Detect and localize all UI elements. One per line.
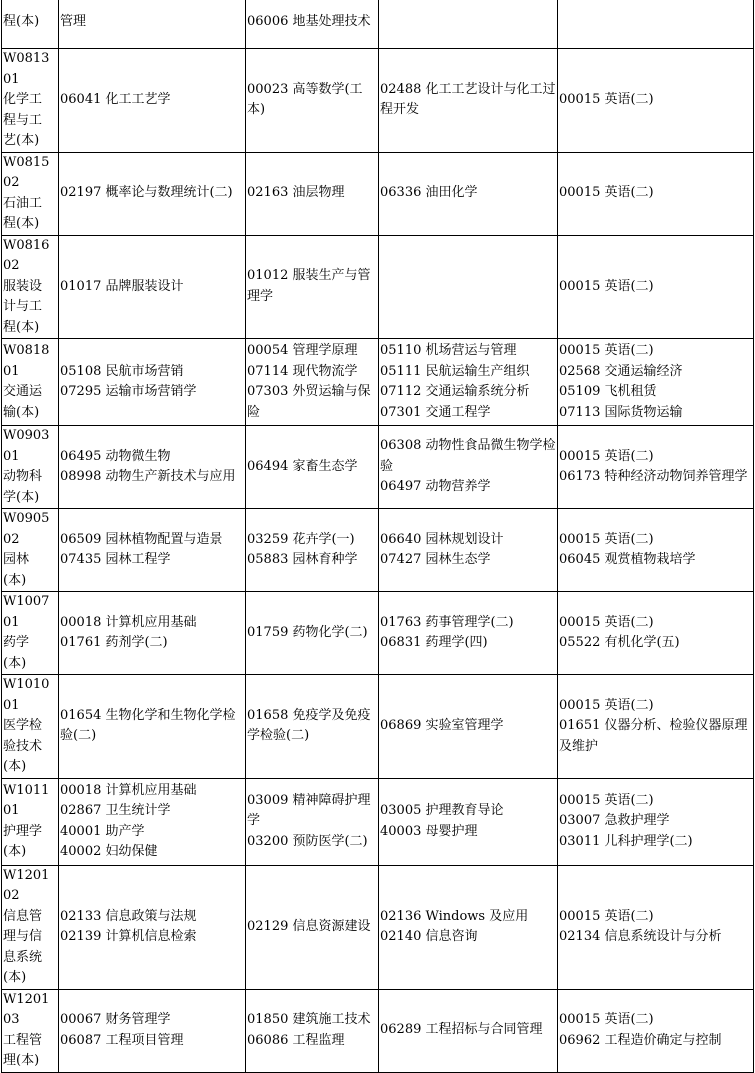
course-cell	[246, 865, 379, 989]
course-cell	[558, 778, 754, 865]
course-cell	[558, 989, 754, 1072]
table-row	[2, 152, 754, 235]
major-line: 石油工	[3, 195, 43, 211]
major-line: (本)	[3, 970, 27, 985]
course-cell	[59, 426, 246, 509]
major-line: W120103	[3, 991, 50, 1027]
course-cell	[59, 235, 246, 339]
course-entry: 40003 母婴护理	[380, 823, 478, 839]
course-entry: 07112 交通运输系统分析	[380, 384, 530, 399]
major-cell	[2, 509, 59, 592]
course-entry: 01012 服装生产与管理学	[247, 268, 371, 304]
major-line: W120102	[3, 867, 50, 903]
table-row	[2, 778, 754, 865]
course-schedule-table	[1, 0, 754, 1073]
course-entry: 00015 英语(二)	[559, 697, 654, 713]
course-cell	[246, 49, 379, 153]
major-cell	[2, 152, 59, 235]
course-cell	[558, 426, 754, 509]
course-entry: 01759 药物化学(二)	[247, 624, 368, 640]
major-line: 艺(本)	[3, 133, 40, 148]
course-entry: 02139 计算机信息检索	[60, 929, 197, 944]
table-row	[2, 235, 754, 339]
major-line: (本)	[3, 655, 27, 671]
course-entry: 02136 Windows 及应用	[380, 908, 529, 924]
course-cell	[379, 426, 558, 509]
course-entry: 06495 动物微生物	[60, 448, 171, 464]
course-entry: 06497 动物营养学	[380, 479, 491, 495]
course-cell	[558, 235, 754, 339]
course-entry: 06509 园林植物配置与造景	[60, 531, 223, 547]
major-line: W090502	[3, 511, 50, 547]
major-line: (本)	[3, 844, 27, 859]
course-entry: 02197 概率论与数理统计(二)	[60, 185, 233, 201]
course-entry: 07295 运输市场营销学	[60, 384, 197, 399]
course-entry: 08998 动物生产新技术与应用	[60, 469, 236, 484]
course-entry: 00015 英语(二)	[559, 792, 654, 808]
course-entry: 40002 妇幼保健	[60, 844, 158, 859]
course-entry: 01761 药剂学(二)	[60, 635, 168, 650]
major-line: 理与信	[3, 929, 43, 944]
table-row	[2, 426, 754, 509]
course-cell	[246, 426, 379, 509]
major-line: 药学	[3, 635, 30, 650]
course-cell	[246, 989, 379, 1072]
course-entry: 03011 儿科护理学(二)	[559, 833, 693, 849]
major-cell	[2, 778, 59, 865]
course-entry: 05109 飞机租赁	[559, 384, 657, 399]
course-entry: 07113 国际货物运输	[559, 404, 683, 420]
table-row	[2, 865, 754, 989]
course-cell	[379, 675, 558, 779]
course-cell	[558, 865, 754, 989]
course-entry: 07427 园林生态学	[380, 552, 491, 567]
table-row	[2, 509, 754, 592]
major-line: W090301	[3, 428, 50, 464]
course-cell	[246, 592, 379, 675]
course-entry: 02134 信息系统设计与分析	[559, 929, 722, 944]
major-line: 计与工	[3, 299, 43, 314]
course-cell	[246, 778, 379, 865]
course-entry: 02140 信息咨询	[380, 929, 478, 944]
course-entry: 00018 计算机应用基础	[60, 782, 197, 798]
course-entry: 02133 信息政策与法规	[60, 908, 197, 924]
major-line: 理(本)	[3, 1053, 40, 1068]
course-cell	[379, 592, 558, 675]
major-line: 医学检	[3, 718, 43, 733]
course-entry: 07301 交通工程学	[380, 404, 491, 420]
course-entry: 06640 园林规划设计	[380, 531, 504, 547]
course-entry: 05111 民航运输生产组织	[380, 363, 530, 379]
course-entry: 03200 预防医学(二)	[247, 833, 368, 849]
major-line: W100701	[3, 594, 50, 630]
course-cell	[59, 339, 246, 426]
course-cell	[379, 235, 558, 339]
course-entry: 00015 英语(二)	[559, 448, 654, 464]
course-entry: 00015 英语(二)	[559, 614, 654, 630]
table-row	[2, 0, 754, 49]
course-cell	[379, 339, 558, 426]
major-cell	[2, 339, 59, 426]
major-cell	[2, 426, 59, 509]
major-line: 程(本)	[3, 216, 40, 231]
course-entry: 01651 仪器分析、检验仪器原理及维护	[559, 718, 748, 754]
course-entry: 05108 民航市场营销	[60, 363, 184, 379]
course-cell	[558, 152, 754, 235]
major-line: 程(本)	[3, 14, 40, 30]
course-cell	[379, 989, 558, 1072]
course-entry: 00015 英语(二)	[559, 92, 654, 107]
major-line: 服装设	[3, 278, 43, 294]
course-entry: 00015 英语(二)	[559, 185, 654, 201]
course-entry: 06041 化工工艺学	[60, 92, 171, 107]
course-entry: 00067 财务管理学	[60, 1012, 171, 1027]
course-cell	[379, 778, 558, 865]
major-line: 输(本)	[3, 404, 40, 420]
major-line: W101001	[3, 677, 50, 713]
course-entry: 07303 外贸运输与保险	[247, 384, 371, 420]
course-entry: 00015 英语(二)	[559, 278, 654, 294]
course-entry: 06087 工程项目管理	[60, 1032, 184, 1048]
major-line: 工程管	[3, 1032, 43, 1048]
course-cell	[379, 0, 558, 49]
table-row	[2, 592, 754, 675]
major-line: 息系统	[3, 949, 43, 965]
course-entry: 03009 精神障碍护理学	[247, 792, 371, 829]
course-entry: 06869 实验室管理学	[380, 718, 504, 733]
course-entry: 00018 计算机应用基础	[60, 614, 197, 630]
course-entry: 00015 英语(二)	[559, 531, 654, 547]
course-entry: 06289 工程招标与合同管理	[380, 1022, 543, 1038]
course-cell	[59, 778, 246, 865]
course-entry: 03005 护理教育导论	[380, 803, 504, 818]
course-entry: 06045 观赏植物栽培学	[559, 552, 696, 567]
course-cell	[59, 49, 246, 153]
major-line: 动物科	[3, 469, 43, 484]
course-entry: 07114 现代物流学	[247, 363, 358, 379]
table-row	[2, 989, 754, 1072]
course-cell	[59, 592, 246, 675]
table-row	[2, 675, 754, 779]
course-entry: 02568 交通运输经济	[559, 363, 683, 379]
course-entry: 02867 卫生统计学	[60, 803, 171, 818]
course-cell	[59, 675, 246, 779]
course-cell	[246, 0, 379, 49]
major-line: W101101	[3, 782, 50, 818]
course-cell	[246, 509, 379, 592]
course-entry: 05883 园林育种学	[247, 552, 358, 567]
course-entry: 03007 急救护理学	[559, 813, 670, 829]
major-line: 程与工	[3, 112, 43, 128]
course-entry: 07435 园林工程学	[60, 552, 171, 567]
course-entry: 06962 工程造价确定与控制	[559, 1032, 722, 1048]
course-cell	[59, 152, 246, 235]
major-cell	[2, 235, 59, 339]
major-line: (本)	[3, 759, 27, 774]
course-cell	[59, 865, 246, 989]
table-row	[2, 49, 754, 153]
course-cell	[379, 865, 558, 989]
course-entry: 06308 动物性食品微生物学检验	[380, 438, 556, 474]
major-line: W081602	[3, 237, 50, 273]
course-entry: 06173 特种经济动物饲养管理学	[559, 469, 748, 484]
major-line: W081801	[3, 343, 50, 379]
major-cell	[2, 865, 59, 989]
major-cell	[2, 592, 59, 675]
course-entry: 02129 信息资源建设	[247, 918, 371, 934]
course-entry: 00023 高等数学(工本)	[247, 81, 363, 118]
course-cell	[59, 0, 246, 49]
course-cell	[246, 339, 379, 426]
course-entry: 06006 地基处理技术	[247, 14, 371, 30]
major-line: 验技术	[3, 738, 43, 754]
major-line: 园林	[3, 552, 30, 567]
course-entry: 00015 英语(二)	[559, 908, 654, 924]
course-cell	[246, 152, 379, 235]
course-cell	[558, 49, 754, 153]
course-entry: 02163 油层物理	[247, 185, 345, 201]
major-cell	[2, 989, 59, 1072]
course-cell	[379, 152, 558, 235]
course-entry: 40001 助产学	[60, 823, 145, 839]
major-line: 交通运	[3, 384, 43, 399]
course-entry: 06494 家畜生态学	[247, 458, 358, 474]
course-entry: 06086 工程监理	[247, 1032, 345, 1048]
major-cell	[2, 0, 59, 49]
major-cell	[2, 675, 59, 779]
course-entry: 05522 有机化学(五)	[559, 635, 680, 650]
course-cell	[558, 675, 754, 779]
course-entry: 06831 药理学(四)	[380, 635, 488, 650]
course-entry: 03259 花卉学(一)	[247, 531, 355, 547]
major-line: (本)	[3, 572, 27, 588]
course-entry: 01850 建筑施工技术	[247, 1012, 371, 1027]
major-line: 程(本)	[3, 319, 40, 335]
course-cell	[59, 989, 246, 1072]
major-line: W081301	[3, 51, 50, 87]
table-body	[2, 0, 754, 1072]
course-cell	[558, 509, 754, 592]
course-cell	[558, 339, 754, 426]
major-cell	[2, 49, 59, 153]
course-entry: 06336 油田化学	[380, 185, 478, 201]
major-line: 信息管	[3, 908, 43, 924]
course-cell	[379, 509, 558, 592]
course-entry: 01763 药事管理学(二)	[380, 614, 514, 630]
major-line: 学(本)	[3, 489, 40, 505]
course-entry: 00015 英语(二)	[559, 343, 654, 358]
major-line: 护理学	[3, 823, 43, 839]
course-entry: 01654 生物化学和生物化学检验(二)	[60, 707, 236, 744]
course-entry: 05110 机场营运与管理	[380, 343, 517, 358]
course-cell	[59, 509, 246, 592]
course-entry: 管理	[60, 14, 87, 30]
course-cell	[558, 0, 754, 49]
course-entry: 00054 管理学原理	[247, 343, 358, 358]
course-cell	[246, 235, 379, 339]
table-row	[2, 339, 754, 426]
course-cell	[246, 675, 379, 779]
course-entry: 02488 化工工艺设计与化工过程开发	[380, 81, 556, 118]
course-cell	[379, 49, 558, 153]
course-entry: 01017 品牌服装设计	[60, 278, 184, 294]
course-entry: 00015 英语(二)	[559, 1012, 654, 1027]
major-line: W081502	[3, 154, 50, 190]
major-line: 化学工	[3, 92, 43, 107]
course-cell	[558, 592, 754, 675]
course-entry: 01658 免疫学及免疫学检验(二)	[247, 707, 371, 744]
